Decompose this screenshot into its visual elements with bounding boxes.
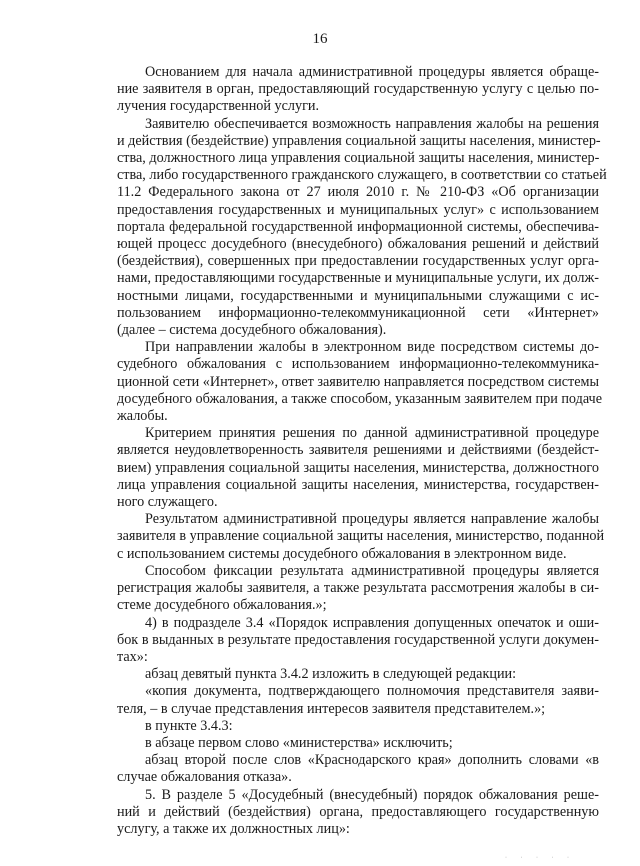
text-line: ства, должностного лица управления социальной защиты населения, министер-: [117, 150, 600, 167]
text-line: 11.2 Федерального закона от 27 июля 2010 г. № 210-ФЗ «Об организации: [117, 184, 599, 201]
text-line: (бездействия), совершенных при предоставлении государственных услуг орга-: [117, 253, 599, 270]
text-line: стеме досудебного обжалования.»;: [117, 597, 327, 614]
text-line: ние заявителя в орган, предоставляющий государственную услугу с целью по-: [117, 81, 599, 98]
paragraph: [117, 115, 607, 340]
text-line: лица управления социальной защиты населения, министерства, государствен-: [117, 476, 599, 493]
text-line: регистрация жалобы заявителя, а также результата рассмотрения жалобы в си-: [117, 580, 599, 597]
text-line: является неудовлетворенность заявителя решениями и действиями (бездейст-: [117, 442, 599, 459]
text-line: жалобы.: [117, 408, 168, 425]
text-line: досудебного обжалования, а также способом, указанным заявителем при подаче: [117, 390, 602, 407]
text-line: пользованием информационно-телекоммуникационной сети «Интернет»: [117, 304, 599, 321]
text-line: портала федеральной государственной информационной системы, обеспечива-: [117, 218, 599, 235]
page-number: 16: [312, 31, 328, 47]
paragraph: [117, 787, 599, 839]
text-line: (далее – система досудебного обжалования).: [117, 322, 387, 339]
document-body: [117, 64, 607, 838]
text-line: заявителя в управление социальной защиты населения, министерство, поданной: [117, 528, 605, 545]
text-line: Способом фиксации результата административной процедуры является: [145, 562, 599, 579]
text-line: в пункте 3.4.3:: [145, 717, 233, 734]
text-line: вием) управления социальной защиты населения, министерства, должностного: [117, 459, 599, 476]
text-line: услугу, а также их должностных лиц»:: [117, 820, 350, 837]
paragraph: [117, 511, 605, 563]
text-line: Результатом административной процедуры является направление жалобы: [145, 511, 599, 528]
text-line: абзац девятый пункта 3.4.2 изложить в следующей редакции:: [145, 666, 517, 683]
paragraph: [117, 718, 599, 735]
text-line: «копия документа, подтверждающего полномочия представителя заяви-: [145, 683, 599, 700]
text-line: и действия (бездействие) управления социальной защиты населения, министер-: [117, 132, 601, 149]
text-line: с использованием системы досудебного обжалования в электронном виде.: [117, 545, 567, 562]
text-line: 5. В разделе 5 «Досудебный (внесудебный) порядок обжалования реше-: [145, 786, 599, 803]
text-line: предоставления государственных и муниципальных услуг» с использованием: [117, 201, 599, 218]
paragraph: [117, 563, 599, 615]
text-line: случае обжалования отказа».: [117, 769, 292, 786]
paragraph: [117, 64, 599, 116]
text-line: в абзаце первом слово «министерства» исключить;: [145, 734, 453, 751]
paragraph: [117, 425, 599, 511]
paragraph: [117, 615, 599, 667]
text-line: бок в выданных в результате предоставления государственной услуги докумен-: [117, 631, 599, 648]
paragraph: [117, 752, 599, 786]
text-line: теля, – в случае представления интересов заявителя представителем.»;: [117, 700, 546, 717]
text-line: Заявителю обеспечивается возможность направления жалобы на решения: [145, 115, 599, 132]
text-line: абзац второй после слов «Краснодарского края» дополнить словами «в: [145, 752, 599, 769]
text-line: ний и действий (бездействия) органа, предоставляющего государственную: [117, 803, 599, 820]
paragraph: [117, 683, 599, 717]
text-line: ющей процесс досудебного (внесудебного) обжалования решений и действий: [117, 236, 599, 253]
text-line: При направлении жалобы в электронном виде посредством системы до-: [145, 339, 599, 356]
paragraph: [117, 666, 599, 683]
text-line: нами, предоставляющими государственные и муниципальные услуги, их долж-: [117, 270, 599, 287]
text-line: ностными лицами, государственными и муниципальными служащими с ис-: [117, 287, 599, 304]
text-line: ства, либо государственного гражданского служащего, в соответствии со статьей: [117, 167, 607, 184]
text-line: тах»:: [117, 648, 148, 665]
text-line: Критерием принятия решения по данной административной процедуре: [145, 425, 599, 442]
text-line: ного служащего.: [117, 494, 218, 511]
text-line: Основанием для начала административной процедуры является обраще-: [145, 64, 599, 80]
text-line: лучения государственной услуги.: [117, 98, 320, 115]
paragraph: [117, 339, 602, 425]
text-line: 4) в подразделе 3.4 «Порядок исправления допущенных опечаток и оши-: [145, 614, 599, 631]
text-line: ционной сети «Интернет», ответ заявителю направляется посредством системы: [117, 373, 600, 390]
text-line: судебного обжалования с использованием информационно-телекоммуника-: [117, 356, 599, 373]
paragraph: [117, 735, 599, 752]
scan-artifact: · · · · ·: [505, 855, 575, 861]
